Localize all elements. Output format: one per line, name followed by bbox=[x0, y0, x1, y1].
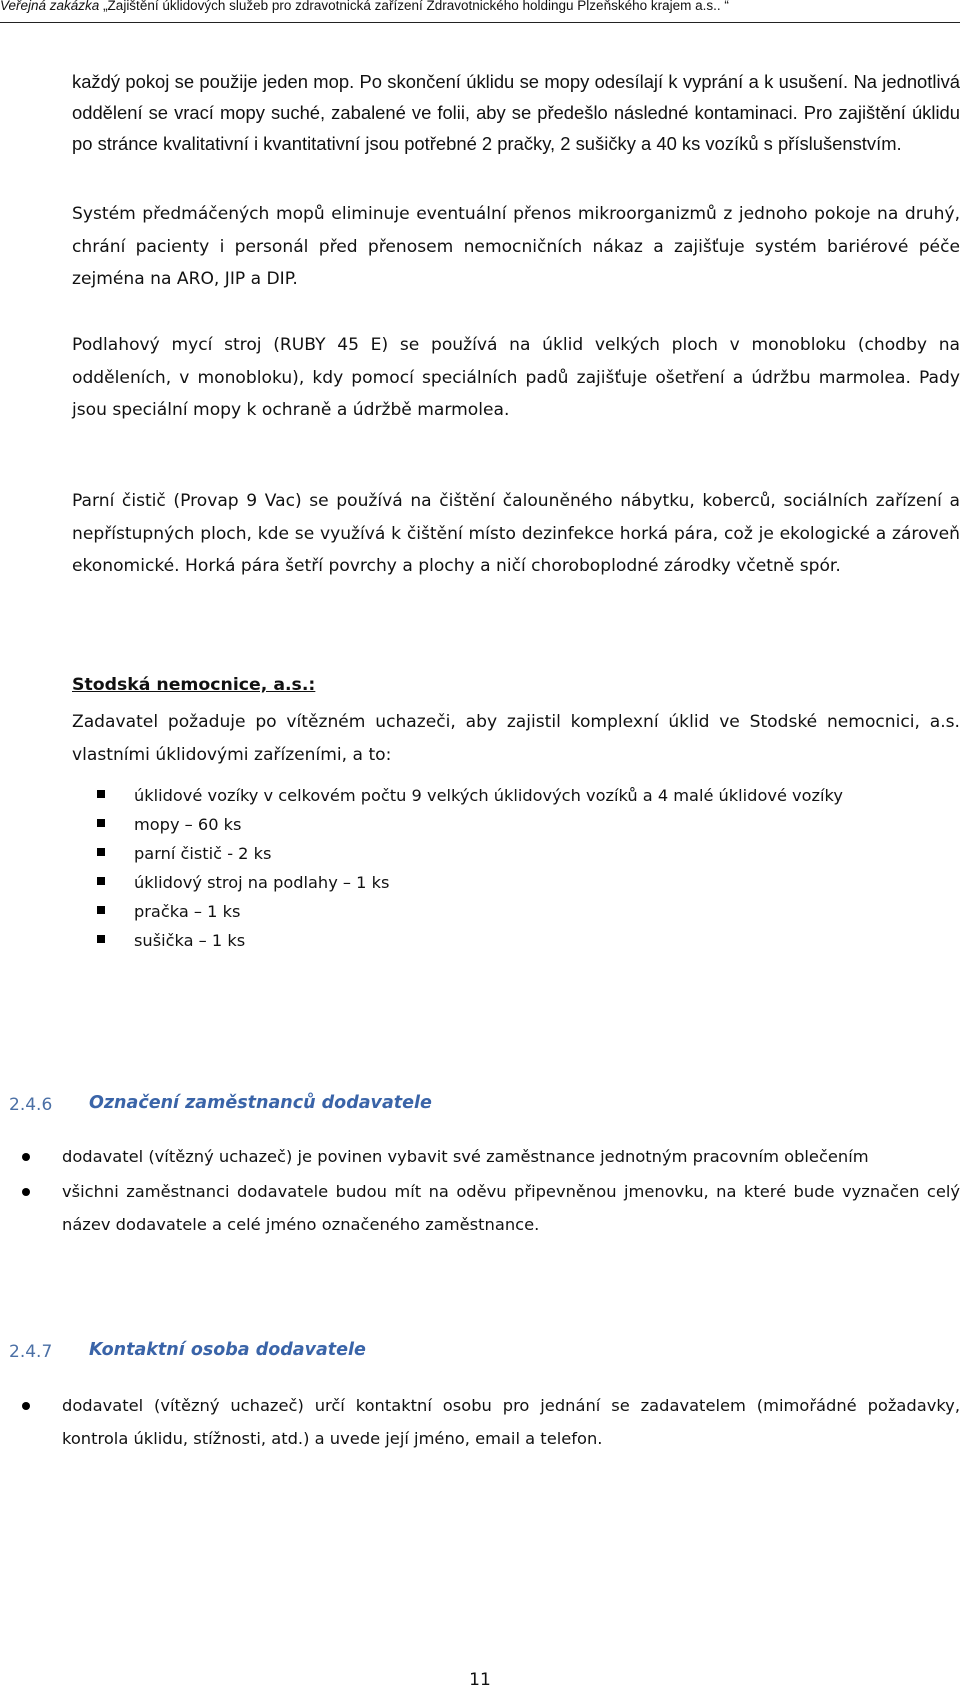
square-bullet-icon bbox=[97, 819, 105, 827]
square-bullet-icon bbox=[97, 790, 105, 798]
bullet-dot-icon bbox=[22, 1188, 30, 1196]
paragraph-steam-cleaner: Parní čistič (Provap 9 Vac) se používá na čištění čalouněného nábytku, koberců, sociálních zařízení a nepřístupných ploch, kde se využívá k čištění místo dezinfekce horká pára, což je ekologické a zároveň ekonomické. Horká pára šetří povrchy a plochy a ničí choroboplodné zárodky včetně spór. bbox=[72, 491, 960, 576]
square-bullet-icon bbox=[97, 848, 105, 856]
list-item: parní čistič - 2 ks bbox=[97, 840, 947, 867]
list-item: úklidové vozíky v celkovém počtu 9 velkých úklidových vozíků a 4 malé úklidové vozíky bbox=[97, 782, 947, 809]
section-title-247: Kontaktní osoba dodavatele bbox=[89, 1340, 366, 1360]
section-title-246: Označení zaměstnanců dodavatele bbox=[89, 1093, 432, 1113]
paragraph-mops: každý pokoj se použije jeden mop. Po skončení úklidu se mopy odesílají k vyprání a k usušení. Na jednotlivá oddělení se vrací mopy suché, zabalené ve folii, aby se předešlo následné kontaminaci. Pro zajištění úklidu po stránce kvalitativní i kvantitativní jsou potřebné 2 pračky, 2 sušičky a 40 ks vozíků s příslušenstvím. bbox=[72, 71, 960, 154]
square-bullet-icon bbox=[97, 906, 105, 914]
list-item: všichni zaměstnanci dodavatele budou mít na oděvu připevněnou jmenovku, na které bude vyznačen celý název dodavatele a celé jméno označeného zaměstnance. bbox=[22, 1175, 960, 1241]
bullet-dot-icon bbox=[22, 1402, 30, 1410]
square-bullet-icon bbox=[97, 877, 105, 885]
bullet-dot-icon bbox=[22, 1153, 30, 1161]
header-rule bbox=[0, 22, 960, 23]
paragraph-premoistened-mops: Systém předmáčených mopů eliminuje eventuální přenos mikroorganizmů z jednoho pokoje na druhý, chrání pacienty i personál před přenosem nemocničních nákaz a zajišťuje systém bariérové péče zejména na ARO, JIP a DIP. bbox=[72, 204, 960, 289]
page-number: 11 bbox=[469, 1670, 491, 1690]
list-item: dodavatel (vítězný uchazeč) určí kontaktní osobu pro jednání se zadavatelem (mimořádné požadavky, kontrola úklidu, stížnosti, atd.) a uvede její jméno, email a telefon. bbox=[22, 1389, 960, 1455]
list-item: úklidový stroj na podlahy – 1 ks bbox=[97, 869, 947, 896]
stodska-intro: Zadavatel požaduje po vítězném uchazeči, aby zajistil komplexní úklid ve Stodské nemocnici, a.s. vlastními úklidovými zařízeními, a to: bbox=[72, 712, 960, 765]
section-number-247: 2.4.7 bbox=[9, 1342, 53, 1362]
paragraph-floor-machine: Podlahový mycí stroj (RUBY 45 E) se používá na úklid velkých ploch v monobloku (chodby na odděleních, v monobloku), kdy pomocí speciálních padů zajišťuje ošetření a údržbu marmolea. Pady jsou speciální mopy k ochraně a údržbě marmolea. bbox=[72, 335, 960, 420]
section-247-list bbox=[22, 1389, 960, 1457]
equipment-list bbox=[97, 782, 947, 956]
running-header bbox=[0, 0, 960, 16]
section-number-246: 2.4.6 bbox=[9, 1095, 53, 1115]
header-italic: Veřejná zakázka bbox=[0, 0, 100, 13]
list-item: mopy – 60 ks bbox=[97, 811, 947, 838]
list-item: pračka – 1 ks bbox=[97, 898, 947, 925]
list-item: sušička – 1 ks bbox=[97, 927, 947, 954]
list-item: dodavatel (vítězný uchazeč) je povinen vybavit své zaměstnance jednotným pracovním oblečením bbox=[22, 1140, 960, 1173]
stodska-heading: Stodská nemocnice, a.s.: bbox=[72, 675, 316, 695]
header-title: „Zajištění úklidových služeb pro zdravotnická zařízení Zdravotnického holdingu Plzeňského krajem a.s.. “ bbox=[99, 0, 729, 13]
square-bullet-icon bbox=[97, 935, 105, 943]
section-246-list bbox=[22, 1140, 960, 1243]
